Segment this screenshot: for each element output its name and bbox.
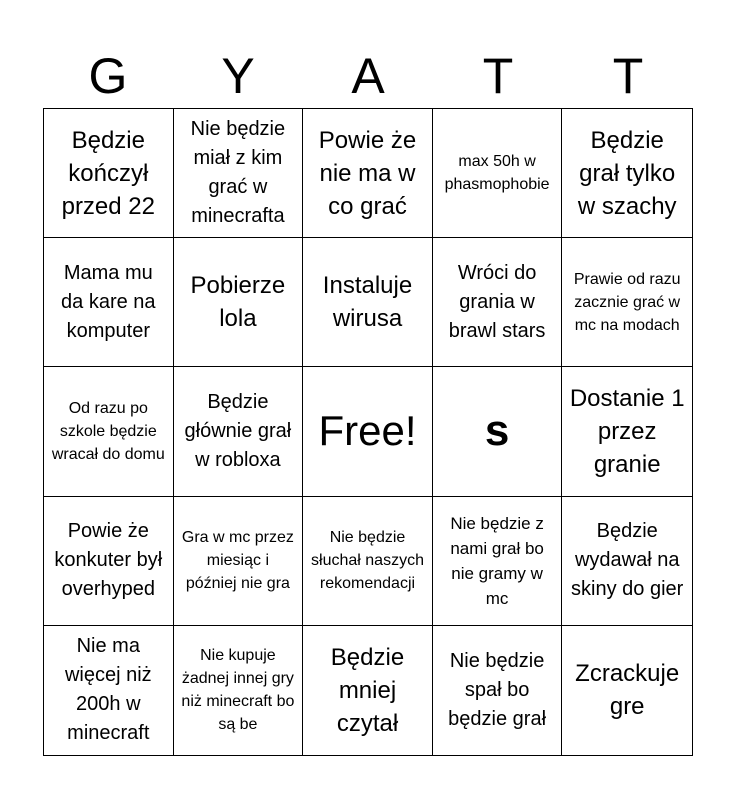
bingo-cell[interactable]: Nie kupuje żadnej innej gry niż minecraft bo są be (174, 626, 304, 755)
header-letter: T (482, 48, 514, 104)
free-space-cell[interactable]: Free! (303, 367, 433, 496)
bingo-cell[interactable]: Nie będzie z nami grał bo nie gramy w mc (433, 497, 563, 626)
bingo-cell[interactable]: Nie będzie miał z kim grać w minecrafta (174, 109, 304, 238)
bingo-cell[interactable]: Nie będzie spał bo będzie grał (433, 626, 563, 755)
bingo-cell[interactable]: Będzie grał tylko w szachy (562, 109, 692, 238)
bingo-cell[interactable]: Będzie wydawał na skiny do gier (562, 497, 692, 626)
bingo-cell[interactable]: Instaluje wirusa (303, 238, 433, 367)
header-letter: A (351, 48, 385, 104)
bingo-cell[interactable]: Nie będzie słuchał naszych rekomendacji (303, 497, 433, 626)
bingo-cell[interactable]: Mama mu da kare na komputer (44, 238, 174, 367)
bingo-cell[interactable]: Pobierze lola (174, 238, 304, 367)
header-letter: Y (221, 48, 255, 104)
bingo-cell[interactable]: Gra w mc przez miesiąc i później nie gra (174, 497, 304, 626)
bingo-cell[interactable]: s (433, 367, 563, 496)
header-letter: T (612, 48, 644, 104)
bingo-cell[interactable]: Wróci do grania w brawl stars (433, 238, 563, 367)
bingo-cell[interactable]: Będzie głównie grał w robloxa (174, 367, 304, 496)
bingo-cell[interactable]: Powie że nie ma w co grać (303, 109, 433, 238)
bingo-cell[interactable]: Będzie mniej czytał (303, 626, 433, 755)
bingo-cell[interactable]: Będzie kończył przed 22 (44, 109, 174, 238)
bingo-cell[interactable]: Dostanie 1 przez granie (562, 367, 692, 496)
bingo-cell[interactable]: Zcrackuje gre (575, 660, 680, 721)
bingo-cell[interactable]: Powie że konkuter był overhyped (44, 497, 174, 626)
bingo-cell[interactable]: Nie ma więcej niż 200h w minecraft (44, 626, 174, 755)
bingo-header (43, 44, 693, 108)
header-letter: G (88, 48, 128, 104)
bingo-cell[interactable]: max 50h w phasmophobie (433, 109, 563, 238)
bingo-cell[interactable]: Prawie od razu zacznie grać w mc na modach (562, 238, 692, 367)
bingo-cell[interactable]: Od razu po szkole będzie wracał do domu (44, 367, 174, 496)
bingo-board (43, 108, 693, 756)
